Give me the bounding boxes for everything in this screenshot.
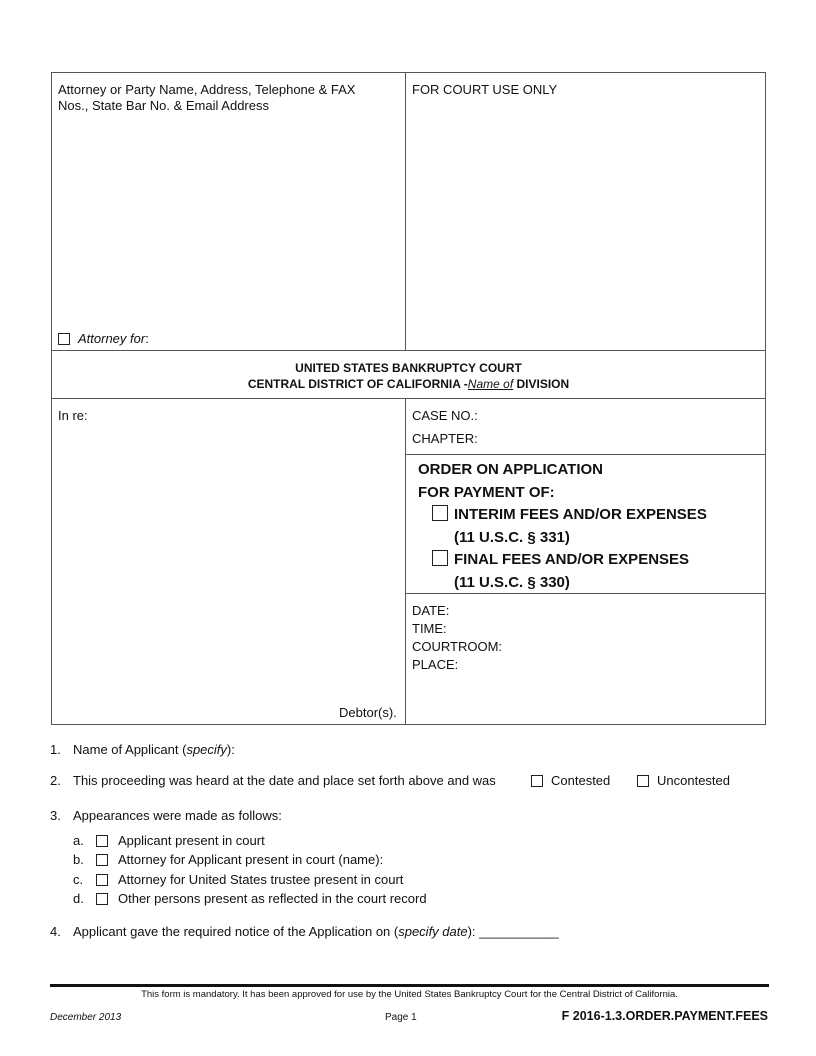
uncontested-label: Uncontested — [657, 773, 730, 788]
footer-date: December 2013 — [50, 1012, 122, 1023]
appearance-b-checkbox[interactable] — [96, 854, 108, 866]
footer-rule — [50, 984, 769, 987]
appearance-c: c. Attorney for United States trustee present in court — [73, 871, 404, 887]
page-number: Page 1 — [385, 1012, 417, 1023]
courtroom-label: COURTROOM: — [412, 639, 503, 654]
case-info-divider — [405, 454, 766, 455]
appearances-list — [73, 831, 427, 908]
caption-divider-bottom — [405, 398, 406, 725]
place-label: PLACE: — [412, 657, 459, 672]
date-label: DATE: — [412, 603, 450, 618]
contested-label: Contested — [551, 773, 611, 788]
in-re-label: In re: — [58, 408, 88, 423]
caption-divider-inre — [51, 398, 766, 399]
interim-fees-checkbox[interactable] — [432, 505, 448, 521]
court-use-label: FOR COURT USE ONLY — [412, 82, 558, 97]
final-fees-checkbox[interactable] — [432, 550, 448, 566]
appearance-b: b. Attorney for Applicant present in court (name): — [73, 852, 384, 868]
mandatory-notice: This form is mandatory. It has been approved for use by the United States Bankruptcy Court for the Central District of California. — [141, 989, 678, 1000]
attorney-info-label: Attorney or Party Name, Address, Telephone & FAX Nos., State Bar No. & Email Address — [58, 82, 356, 113]
order-title — [418, 459, 707, 594]
interim-fees-label: INTERIM FEES AND/OR EXPENSES — [454, 506, 707, 523]
attorney-for-checkbox[interactable] — [58, 333, 70, 345]
item-4: 4. Applicant gave the required notice of the Application on (specify date): ___________ — [50, 924, 559, 939]
contested-checkbox[interactable] — [531, 775, 543, 787]
court-name: UNITED STATES BANKRUPTCY COURT CENTRAL DISTRICT OF CALIFORNIA -Name of DIVISION — [247, 361, 570, 391]
debtors-label: Debtor(s). — [339, 705, 397, 720]
attorney-for-label: Attorney for — [78, 331, 146, 346]
item-3: 3. Appearances were made as follows: — [50, 808, 282, 823]
appearance-a-checkbox[interactable] — [96, 835, 108, 847]
item-1: 1. Name of Applicant (specify): — [50, 742, 235, 757]
notice-date-blank[interactable]: ___________ — [479, 924, 559, 939]
chapter-label: CHAPTER: — [412, 431, 478, 446]
uncontested-checkbox[interactable] — [637, 775, 649, 787]
final-fees-cite: (11 U.S.C. § 330) — [454, 573, 570, 591]
caption-divider-top — [405, 72, 406, 351]
final-fees-label: FINAL FEES AND/OR EXPENSES — [454, 551, 690, 568]
case-no-label: CASE NO.: — [412, 408, 478, 423]
item-2: 2. This proceeding was heard at the date and place set forth above and was — [50, 773, 496, 788]
attorney-for-row: Attorney for: — [58, 331, 149, 346]
form-id: F 2016-1.3.ORDER.PAYMENT.FEES — [561, 1009, 768, 1023]
order-title-line2: FOR PAYMENT OF: — [418, 483, 555, 501]
time-label: TIME: — [412, 621, 447, 636]
appearance-a: a. Applicant present in court — [73, 833, 265, 848]
appearance-c-checkbox[interactable] — [96, 874, 108, 886]
hearing-info — [412, 602, 502, 674]
caption-divider-court — [51, 350, 766, 351]
appearance-d: d. Other persons present as reflected in the court record — [73, 890, 427, 906]
order-title-line1: ORDER ON APPLICATION — [418, 461, 604, 478]
uncontested-option — [637, 773, 730, 788]
interim-fees-cite: (11 U.S.C. § 331) — [454, 528, 570, 546]
contested-option — [531, 773, 610, 788]
appearance-d-checkbox[interactable] — [96, 893, 108, 905]
